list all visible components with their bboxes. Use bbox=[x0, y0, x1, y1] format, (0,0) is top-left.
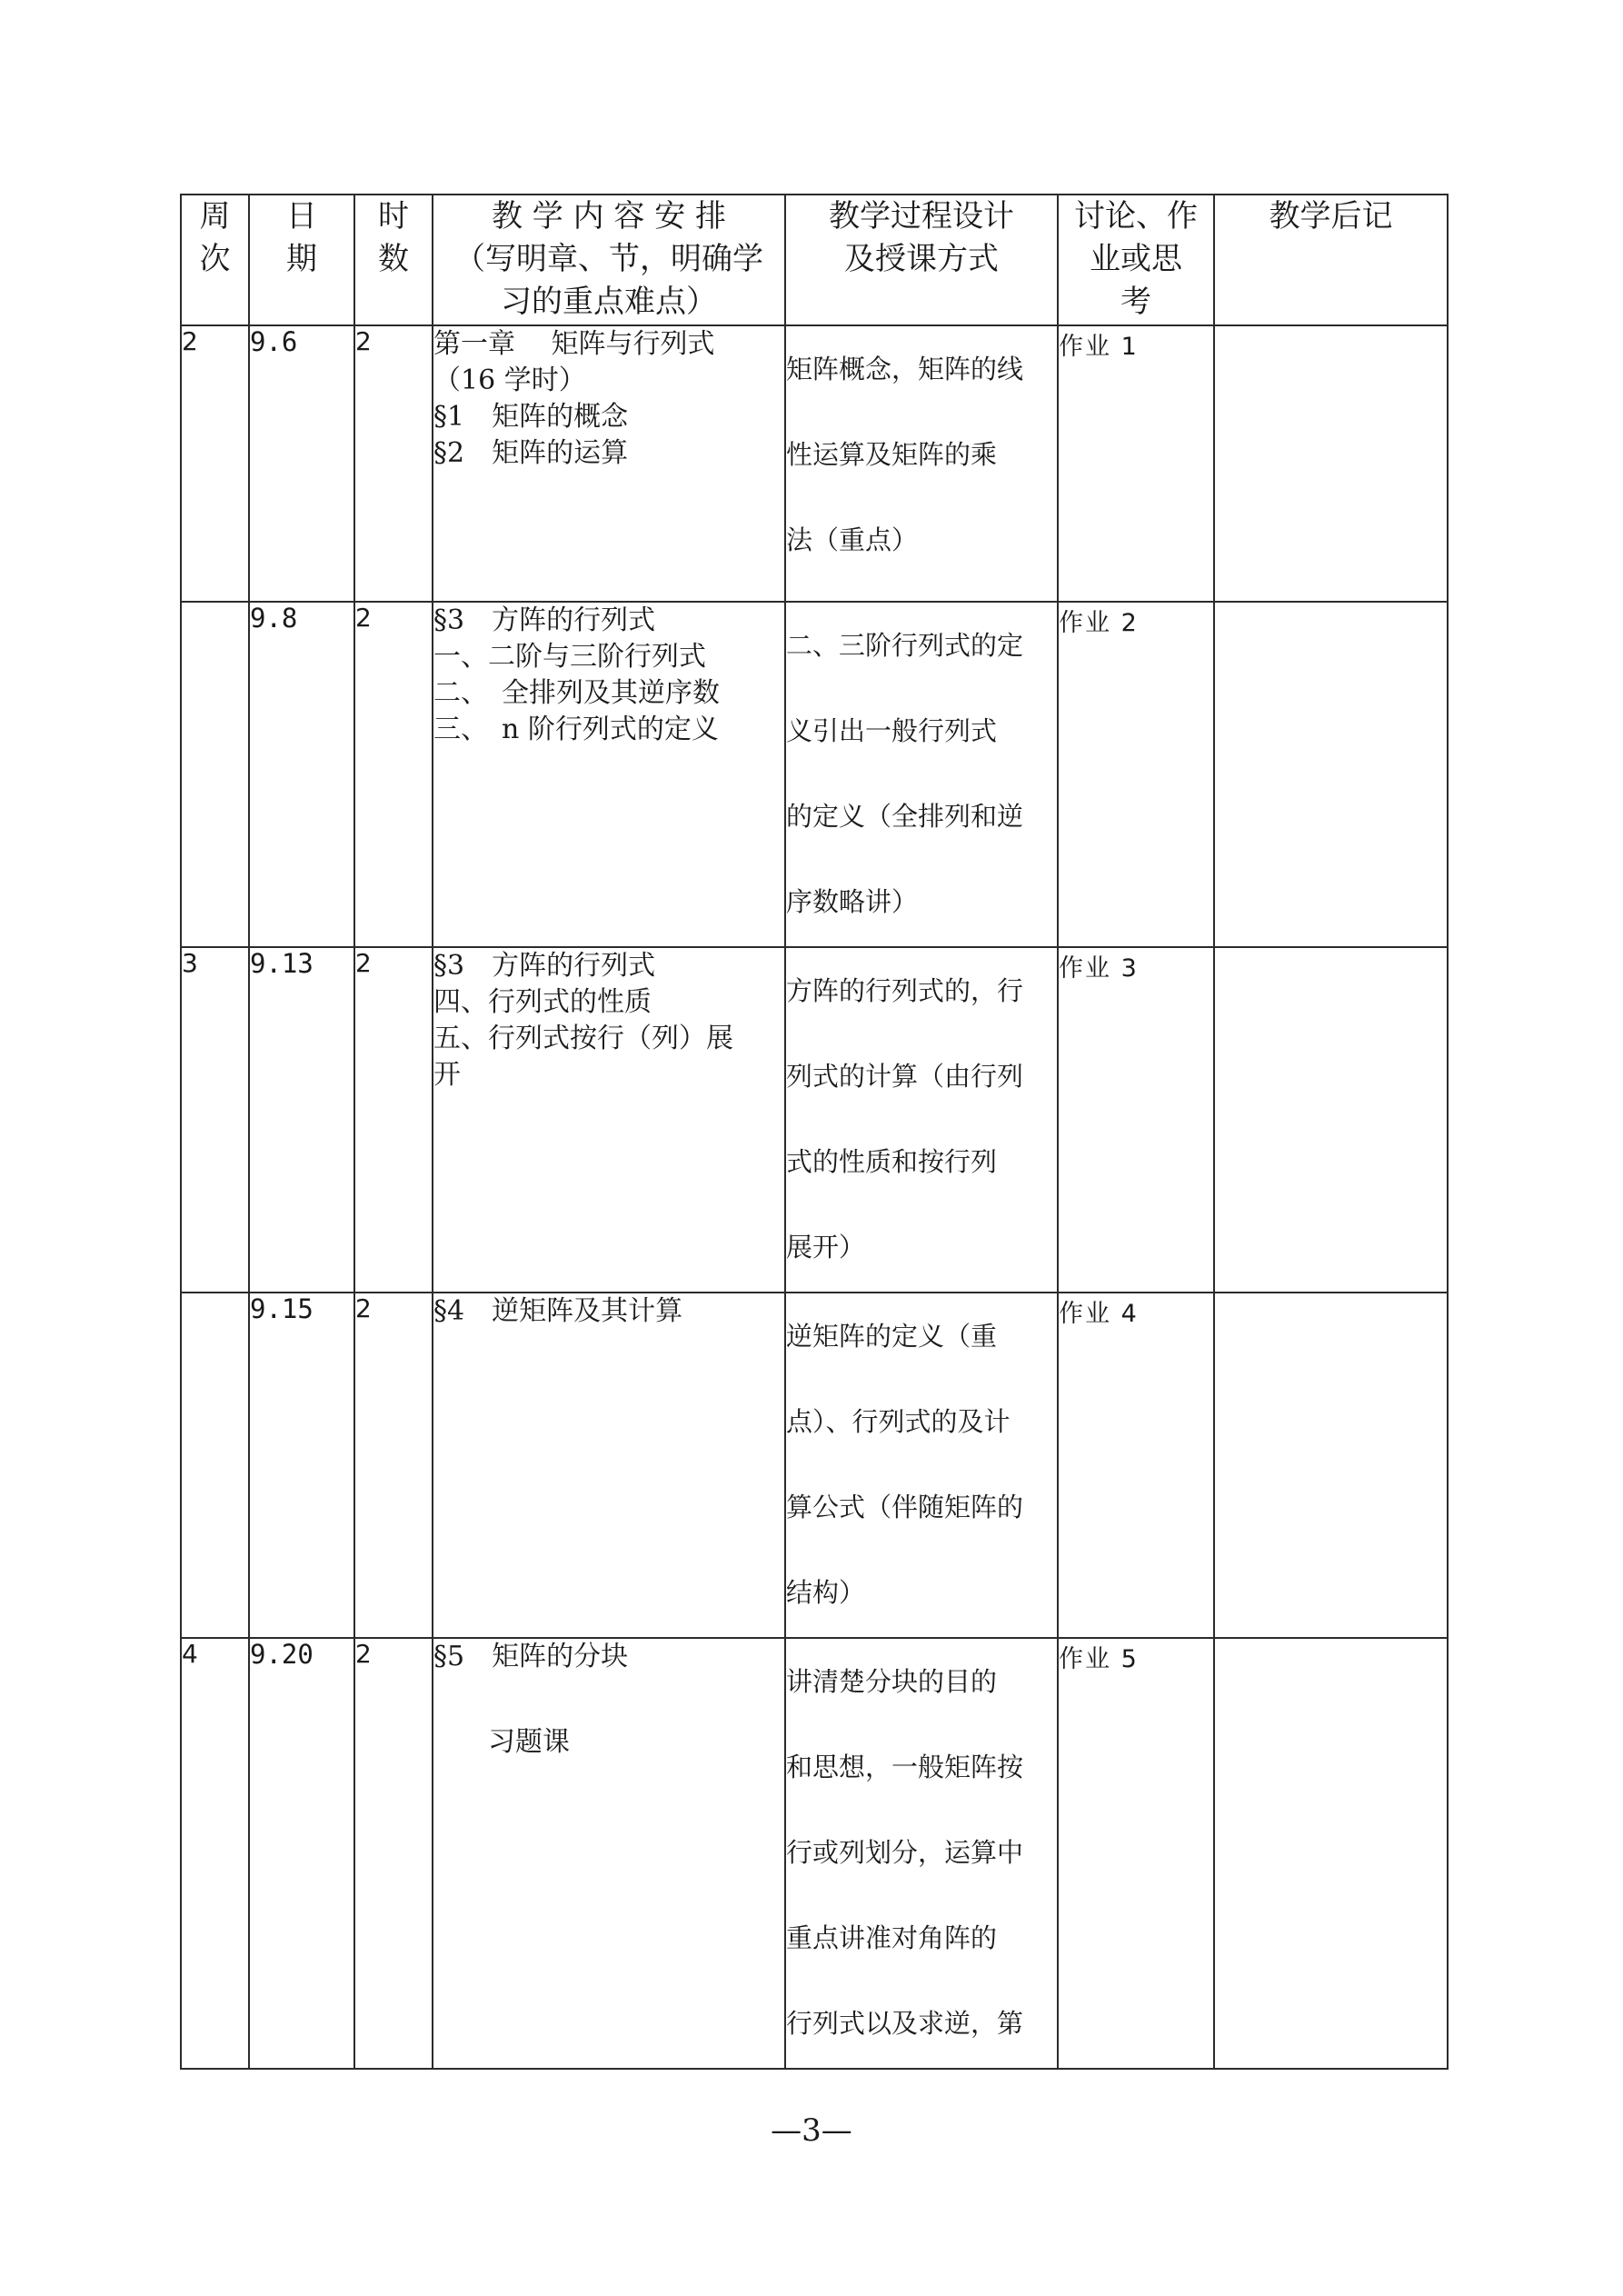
hours-cell: 2 bbox=[354, 947, 433, 1293]
homework-cell: 作业 4 bbox=[1058, 1293, 1214, 1638]
notes-cell bbox=[1214, 325, 1448, 602]
week-cell bbox=[181, 602, 249, 947]
table-row bbox=[181, 325, 1448, 602]
homework-cell: 作业 1 bbox=[1058, 325, 1214, 602]
content-cell: §3 方阵的行列式 四、行列式的性质 五、行列式按行（列）展 开 bbox=[433, 947, 785, 1293]
hours-cell: 2 bbox=[354, 1638, 433, 2069]
content-cell: §5 矩阵的分块 习题课 bbox=[433, 1638, 785, 2069]
header-process: 教学过程设计 及授课方式 bbox=[785, 195, 1058, 325]
notes-cell bbox=[1214, 1638, 1448, 2069]
date-cell: 9.15 bbox=[249, 1293, 354, 1638]
table-row bbox=[181, 602, 1448, 947]
header-content: 教 学 内 容 安 排 （写明章、节，明确学 习的重点难点） bbox=[433, 195, 785, 325]
hours-cell: 2 bbox=[354, 602, 433, 947]
process-cell: 二、三阶行列式的定 义引出一般行列式 的定义（全排列和逆 序数略讲） bbox=[785, 602, 1058, 947]
content-cell: §3 方阵的行列式 一、二阶与三阶行列式 二、 全排列及其逆序数 三、 n 阶行列式的定义 bbox=[433, 602, 785, 947]
process-cell: 讲清楚分块的目的 和思想，一般矩阵按 行或列划分，运算中 重点讲准对角阵的 行列式以及求逆，第 bbox=[785, 1638, 1058, 2069]
process-cell: 逆矩阵的定义（重 点）、行列式的及计 算公式（伴随矩阵的 结构） bbox=[785, 1293, 1058, 1638]
week-cell bbox=[181, 1293, 249, 1638]
table-row bbox=[181, 1638, 1448, 2069]
hours-cell: 2 bbox=[354, 1293, 433, 1638]
process-cell: 矩阵概念，矩阵的线 性运算及矩阵的乘 法（重点） bbox=[785, 325, 1058, 602]
table-row bbox=[181, 947, 1448, 1293]
teaching-schedule-table bbox=[180, 194, 1449, 2070]
week-cell: 2 bbox=[181, 325, 249, 602]
content-cell: 第一章 矩阵与行列式 （16 学时） §1 矩阵的概念 §2 矩阵的运算 bbox=[433, 325, 785, 602]
date-cell: 9.13 bbox=[249, 947, 354, 1293]
homework-cell: 作业 3 bbox=[1058, 947, 1214, 1293]
notes-cell bbox=[1214, 602, 1448, 947]
notes-cell bbox=[1214, 1293, 1448, 1638]
header-row bbox=[181, 195, 1448, 325]
week-cell: 3 bbox=[181, 947, 249, 1293]
header-week: 周 次 bbox=[181, 195, 249, 325]
page-number: —3— bbox=[771, 2112, 852, 2149]
header-hours: 时 数 bbox=[354, 195, 433, 325]
header-date: 日 期 bbox=[249, 195, 354, 325]
header-notes: 教学后记 bbox=[1214, 195, 1448, 325]
homework-cell: 作业 2 bbox=[1058, 602, 1214, 947]
date-cell: 9.8 bbox=[249, 602, 354, 947]
notes-cell bbox=[1214, 947, 1448, 1293]
homework-cell: 作业 5 bbox=[1058, 1638, 1214, 2069]
content-cell: §4 逆矩阵及其计算 bbox=[433, 1293, 785, 1638]
header-discussion: 讨论、作 业或思 考 bbox=[1058, 195, 1214, 325]
date-cell: 9.20 bbox=[249, 1638, 354, 2069]
hours-cell: 2 bbox=[354, 325, 433, 602]
date-cell: 9.6 bbox=[249, 325, 354, 602]
table-row bbox=[181, 1293, 1448, 1638]
process-cell: 方阵的行列式的，行 列式的计算（由行列 式的性质和按行列 展开） bbox=[785, 947, 1058, 1293]
week-cell: 4 bbox=[181, 1638, 249, 2069]
